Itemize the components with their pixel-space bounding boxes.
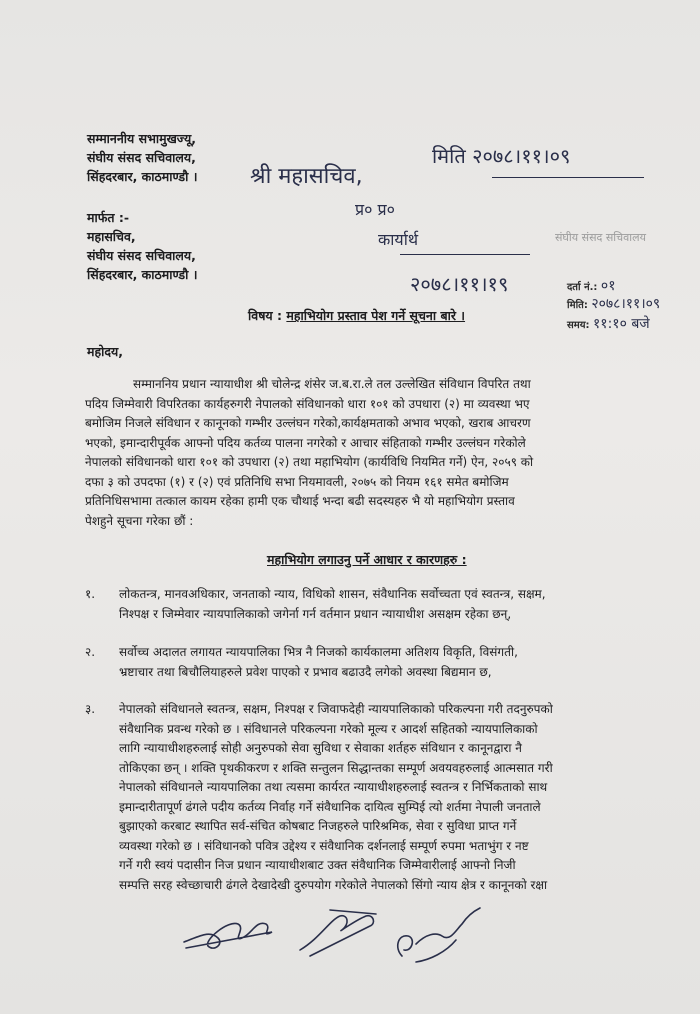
paragraph-line: पेशहुने सूचना गरेका छौं : [85,513,194,528]
stamp-time-row [567,314,650,333]
reason-number: ३. [85,702,96,716]
handwritten-received-date: २०७८।११।१९ [410,272,509,296]
reason-line: लोकतन्त्र, मानवअधिकार, जनताको न्याय, विधिको शासन, संवैधानिक सर्वोच्चता एवं स्वतन्त्र, सक्षम, [119,587,546,601]
via-block [87,208,197,284]
signature-1 [184,923,272,948]
salutation: महोदय, [87,344,123,359]
reason-text [119,585,685,624]
signatures [180,890,500,980]
intro-paragraph [85,375,683,531]
reason-line: सम्पत्ति सरह स्वेच्छाचारी ढंगले देखादेखी दुरुपयोग गरेकोले नेपालको सिंगो न्याय क्षेत्र र कानूनको रक्षा [119,877,548,892]
reason-number: १. [85,587,96,601]
paragraph-line: नेपालको संविधानको धारा १०१ को उपधारा (२) तथा महाभियोग (कार्यविधि नियमित गर्ने) ऐन, २०५९ को [85,455,534,469]
stamp-entry-value: ०१ [600,278,616,294]
paragraph-line: बमोजिम निजले संविधान र कानूनको गम्भीर उल्लंघन गरेको,कार्यक्षमताको अभाव भएको, खराब आचरण [85,416,531,430]
addressee-block [87,129,197,186]
sign-underline [400,254,530,255]
reason-line: नेपालको संविधानले न्यायपालिका तथा त्यसमा कार्यरत न्यायाधीशहरुलाई स्वतन्त्र र निर्भिकताको साथ [119,780,548,794]
stamp-date-label: मिति: [567,300,588,311]
reason-line: तोकिएका छन् । शक्ति पृथकीकरण र शक्ति सन्तुलन सिद्धान्तका सम्पूर्ण अवयवहरुलाई आत्मसात गरी [119,760,553,775]
reason-line: नेपालको संविधानले स्वतन्त्र, सक्षम, निश्पक्ष र जिवाफदेही न्यायपालिकाको परिकल्पना गरी तदनुरुपको [119,702,553,716]
signature-3 [398,908,480,962]
stamp-time-value: ११:१० बजे [593,316,650,332]
stamp-date-row [567,294,660,313]
subject-line [248,307,465,324]
reason-line: व्यवस्था गरेको छ । संविधानको पवित्र उद्देश्य र संवैधानिक दर्शनलाई सम्पूर्ण रुपमा भताभुंग र नष्ट [119,838,529,853]
reasons-heading: महाभियोग लगाउनु पर्ने आधार र कारणहरु : [267,552,467,567]
paragraph-line: दफा ३ को उपदफा (१) र (२) एवं प्रतिनिधि सभा नियमावली, २०७५ को नियम १६१ समेत बमोजिम [85,474,509,489]
via-line: सिंहदरबार, काठमाण्डौ । [87,267,198,282]
registration-stamp [555,210,695,330]
reason-text [119,700,685,895]
signature-2 [300,910,376,956]
addressee-line: संघीय संसद सचिवालय, [87,150,196,165]
reason-line: सर्वोच्च अदालत लगायत न्यायपालिका भित्र नै निजको कार्यकालमा अतिशय विकृति, विसंगती, [119,645,518,659]
paragraph-line: प्रतिनिधिसभामा तत्काल कायम रहेका हामी एक चौथाई भन्दा बढी सदस्यहरु भै यो महाभियोग प्रस्ताव [85,494,515,508]
reason-line: संवैधानिक प्रवन्ध गरेको छ । संविधानले परिकल्पना गरेको मूल्य र आदर्श सहितको न्यायपालिकाको [119,721,538,736]
paragraph-line: सम्माननिय प्रधान न्यायाधीश श्री चोलेन्द्र शंसेर ज.ब.रा.ले तल उल्लेखित संविधान विपरित तथा [133,377,531,391]
via-line: संघीय संसद सचिवालय, [87,248,196,263]
stamp-faint-line: संघीय संसद सचिवालय [555,231,646,244]
stamp-entry-row [567,276,615,295]
handwritten-date: मिति २०७८।११।०९ [432,144,571,168]
handwritten-rank-note: प्र० प्र० [355,200,395,219]
stamp-time-label: समय: [567,320,590,331]
via-line: मार्फत :- [87,210,130,225]
addressee-line: सिंहदरबार, काठमाण्डौ । [87,169,198,184]
addressee-line: सम्माननीय सभामुखज्यू, [87,131,196,146]
paragraph-line: भएको, इमान्दारीपूर्वक आफ्नो पदिय कर्तव्य पालना नगरेको र आचार संहिताको गम्भीर उल्लंघन गरेकोले [85,435,526,450]
reason-number: २. [85,645,96,659]
reason-line: गर्ने गरी स्वयं पदासीन निज प्रधान न्यायाधीशबाट उक्त संवैधानिक जिम्मेवारीलाई आफ्नो निजी [119,858,516,872]
reason-line: भ्रष्टाचार तथा बिचौलियाहरुले प्रवेश पाएको र प्रभाव बढाउदै लगेको अवस्था बिद्यमान छ, [119,664,492,679]
paragraph-line: पदिय जिम्मेवारी विपरितका कार्यहरुगरी नेपालको संविधानको धारा १०१ को उपधारा (२) मा व्यवस्था भए [85,396,530,411]
subject-text: महाभियोग प्रस्ताव पेश गर्ने सूचना बारे । [286,308,466,323]
reason-line: इमान्दारीतापूर्ण ढंगले पदीय कर्तव्य निर्वाह गर्ने संवैधानिक दायित्व सुम्पिई त्यो शर्तमा नेपाली जनताले [119,799,541,814]
handwritten-sign-note: कार्यार्थ [378,230,419,249]
handwritten-addressee-note: श्री महासचिव, [250,164,363,189]
via-line: महासचिव, [87,229,136,244]
stamp-entry-label: दर्ता नं.: [567,282,598,293]
reason-line: बुझाएको करबाट स्थापित सर्व-संचित कोषबाट निजहरुले पारिश्रमिक, सेवा र सुविधा प्राप्त गर्ने [119,819,517,833]
reason-text [119,643,685,682]
reason-line: निश्पक्ष र जिम्मेवार न्यायपालिकाको जगेर्ना गर्न वर्तमान प्रधान न्यायाधीश असक्षम रहेका छन्, [119,606,512,621]
subject-label: विषय : [248,308,283,323]
date-underline [492,177,644,178]
stamp-date-value: २०७८।११।०९ [591,296,661,312]
reason-line: लागि न्यायाधीशहरुलाई सोही अनुरुपको सेवा सुविधा र सेवाका शर्तहरु संविधान र कानूनद्वारा नै [119,741,522,755]
